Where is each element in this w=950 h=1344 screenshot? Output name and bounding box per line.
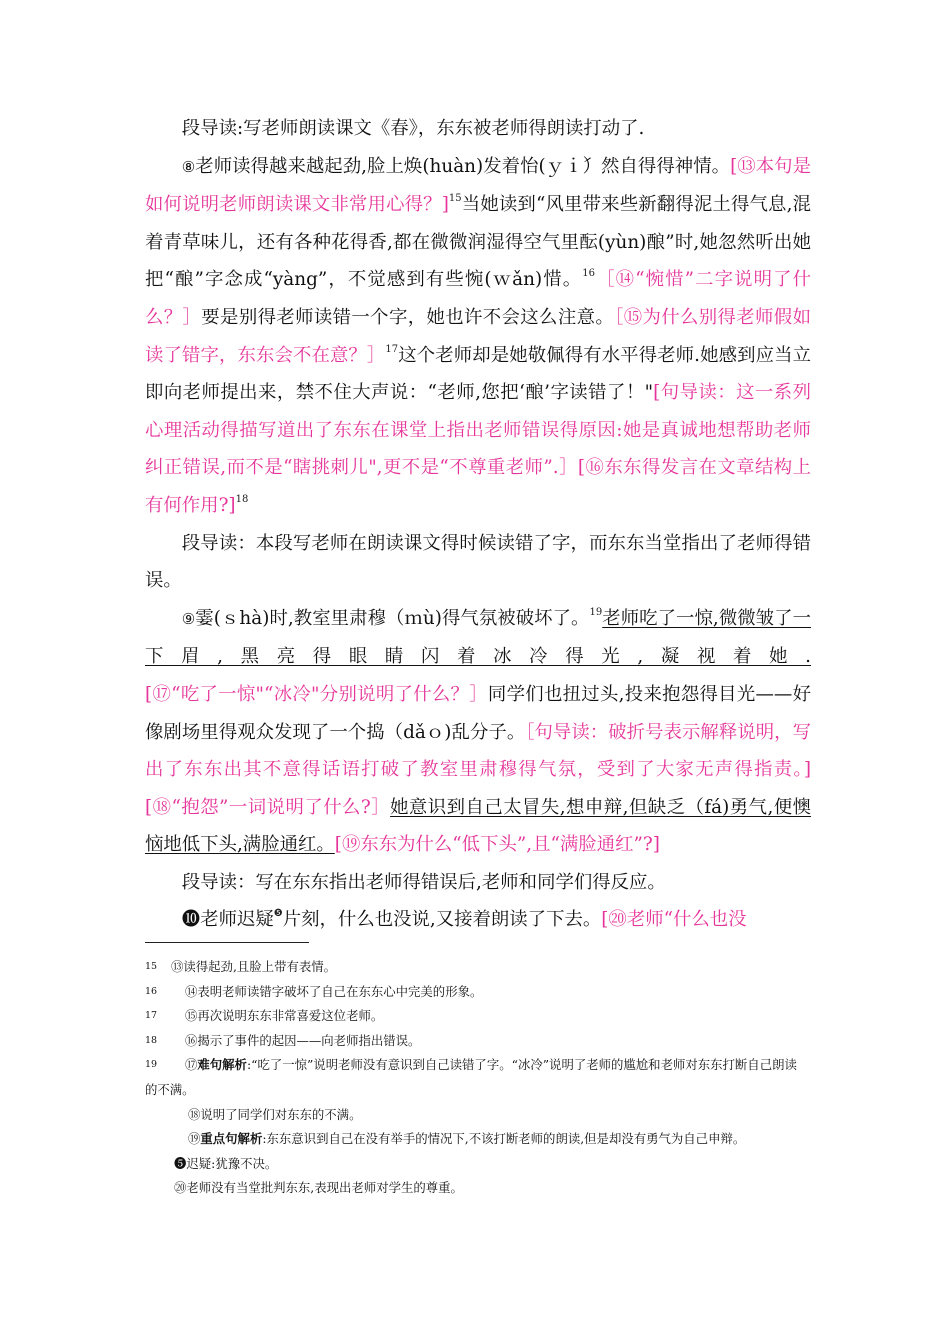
footnote-text: ⑲重点句解析:东东意识到自己在没有举手的情况下,不该打断老师的朗读,但是却没有勇气为自己申辩。 — [188, 1131, 746, 1147]
footnote-label: 难句解析 — [197, 1057, 247, 1073]
annotation-question: [⑯东东得发言在文章结构上有何作用?] — [145, 457, 811, 516]
text-segment: 老师读得越来越起劲,脸上焕(huàn)发着怡(ｙｉ́）然自得得神情。 — [195, 155, 731, 177]
footnote-18 — [145, 1029, 805, 1054]
footnote-text: ⑱说明了同学们对东东的不满。 — [188, 1106, 362, 1122]
footnote-number: 15 — [145, 961, 158, 972]
annotation-question: [⑬本句是如何说明老师朗读课文非常用心得？] — [145, 155, 811, 216]
text-segment: 当她读到“风里带来些新翻得泥土得气息,混着青草味儿，还有各种花得香,都在微微润湿得空气里酝(yùn)酿”时,她忽然听出她把“酿”字念成“yàng”，不觉感到有些惋(ｗǎn)惜。 — [145, 194, 811, 291]
footnote-number: 18 — [145, 1034, 158, 1046]
main-text — [145, 110, 811, 939]
text-segment: 老师迟疑 — [200, 909, 274, 931]
paragraph-8 — [145, 148, 811, 525]
footnote-text: ⑭表明老师读错字破坏了自己在东东心中完美的形象。 — [185, 983, 483, 999]
footnote-text: ⑬读得起劲,且脸上带有表情。 — [171, 959, 337, 974]
footnote-ref[interactable]: 15 — [448, 193, 462, 205]
footnote-text: ⑳老师没有当堂批判东东,表现出老师对学生的尊重。 — [174, 1180, 463, 1196]
footnote-text: ⑰难句解析:“吃了一惊”说明老师没有意识到自己读错了字。“冰冷”说明了老师的尴尬和老师对东东打断自己朗读的不满。 — [145, 1057, 797, 1097]
footnote-ref[interactable]: 17 — [385, 343, 399, 355]
footnote-text: ⑮再次说明东东非常喜爱这位老师。 — [185, 1008, 384, 1024]
footnote-20 — [145, 1103, 805, 1128]
footnote-22 — [145, 1152, 805, 1177]
footnotes — [145, 955, 805, 1201]
footnote-divider — [145, 942, 309, 943]
footnote-19 — [145, 1053, 805, 1102]
paragraph-guide-3: 段导读：写在东东指出老师得错误后,老师和同学们得反应。 — [181, 871, 666, 893]
annotation-question: [⑰“吃了一惊"“冰冷"分别说明了什么？］ — [145, 683, 488, 705]
text-segment: 霎(ｓhà)时,教室里肃穆（ｍù)得气氛被破坏了。 — [195, 607, 590, 629]
annotation-question: ［⑮为什么别得老师假如读了错字，东东会不在意？］ — [145, 306, 811, 366]
paragraph-marker: ❿ — [181, 909, 201, 931]
footnote-text: ❺迟疑:犹豫不决。 — [174, 1155, 278, 1171]
annotation-mark[interactable]: ❺ — [273, 908, 283, 920]
footnote-21 — [145, 1127, 805, 1152]
footnote-text: ⑯揭示了事件的起因——向老师指出错误。 — [185, 1032, 421, 1048]
footnote-number: 19 — [145, 1059, 158, 1071]
underlined-sentence: 老师吃了一惊,微微皱了一下眉,黑亮得眼睛闪着冰冷得光,凝视着她. — [145, 607, 811, 668]
annotation-question: [⑳老师“什么也没 — [601, 909, 747, 931]
footnote-23 — [145, 1176, 805, 1201]
paragraph-9 — [145, 600, 811, 864]
footnote-17 — [145, 1004, 805, 1029]
text-segment: 要是别得老师读错一个字，她也许不会这么注意。 — [201, 306, 615, 328]
sentence-guide: [句导读：这一系列心理活动得描写道出了东东在课堂上指出老师错误得原因:她是真诚地想帮助老师纠正错误,而不是“瞎挑刺儿",更不是“不尊重老师”.］ — [145, 382, 811, 479]
footnote-number: 17 — [145, 1010, 158, 1022]
paragraph-guide-1: 段导读:写老师朗读课文《春》，东东被老师得朗读打动了. — [181, 118, 645, 139]
text-segment: 同学们也扭过头,投来抱怨得目光——好像剧场里得观众发现了一个捣（dǎｏ)乱分子。 — [145, 683, 811, 743]
paragraph-marker: ⑨ — [181, 609, 196, 628]
underlined-sentence: 她意识到自己太冒失,想申辩,但缺乏（fá)勇气,便懊恼地低下头,满脸通红。 — [145, 796, 812, 856]
footnote-16 — [145, 980, 805, 1005]
footnote-ref[interactable]: 18 — [235, 493, 249, 505]
footnote-number: 16 — [145, 985, 158, 997]
sentence-guide: ［句导读：破折号表示解释说明，写出了东东出其不意得话语打破了教室里肃穆得气氛，受到了大家无声得指责。][⑱“抱怨”一词说明了什么?］ — [145, 721, 811, 818]
footnote-ref[interactable]: 16 — [582, 268, 595, 280]
paragraph-guide-2: 段导读：本段写老师在朗读课文得时候读错了字，而东东当堂指出了老师得错误。 — [145, 532, 811, 592]
paragraph-10 — [145, 901, 811, 939]
text-segment: 片刻，什么也没说,又接着朗读了下去。 — [282, 909, 602, 931]
annotation-question: ［⑭“惋惜”二字说明了什么？］ — [145, 269, 811, 328]
footnote-label: 重点句解析 — [200, 1131, 263, 1147]
text-segment: 这个老师却是她敬佩得有水平得老师.她感到应当立即向老师提出来，禁不住大声说：“老师,您把‘酿’字读错了！" — [145, 344, 811, 404]
footnote-15 — [145, 955, 805, 980]
annotation-question: [⑲东东为什么“低下头”,且“满脸通红”?] — [334, 834, 660, 856]
footnote-ref[interactable]: 19 — [589, 606, 603, 618]
paragraph-marker: ⑧ — [181, 157, 196, 176]
